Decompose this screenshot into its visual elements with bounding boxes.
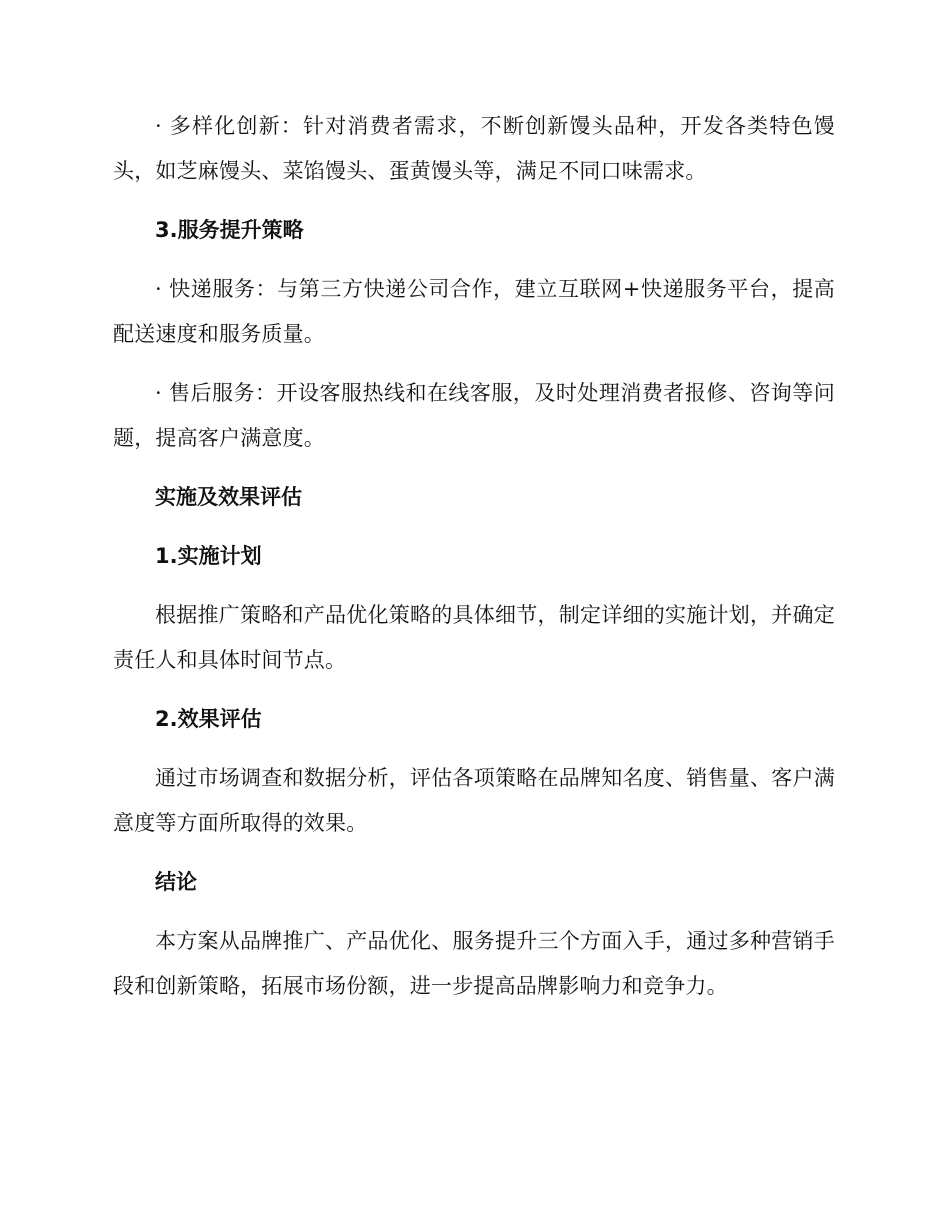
document-body: [113, 104, 835, 1023]
paragraph-implementation-plan: 根据推广策略和产品优化策略的具体细节，制定详细的实施计划，并确定责任人和具体时间节点。: [113, 603, 835, 672]
paragraph-effect-evaluation: 通过市场调查和数据分析，评估各项策略在品牌知名度、销售量、客户满意度等方面所取得的效果。: [113, 766, 835, 835]
heading-effect-evaluation: 2.效果评估: [155, 707, 262, 731]
paragraph-express-service: · 快递服务：与第三方快递公司合作，建立互联网+快递服务平台，提高配送速度和服务质量。: [113, 277, 835, 346]
paragraph-after-sales-service: · 售后服务：开设客服热线和在线客服，及时处理消费者报修、咨询等问题，提高客户满意度。: [113, 381, 835, 450]
heading-conclusion: 结论: [155, 870, 197, 894]
paragraph-diversified-innovation: · 多样化创新：针对消费者需求，不断创新馒头品种，开发各类特色馒头，如芝麻馒头、菜馅馒头、蛋黄馒头等，满足不同口味需求。: [113, 114, 835, 183]
heading-implementation-plan: 1.实施计划: [155, 544, 262, 568]
heading-implementation-and-evaluation: 实施及效果评估: [155, 485, 302, 509]
paragraph-conclusion: 本方案从品牌推广、产品优化、服务提升三个方面入手，通过多种营销手段和创新策略，拓展市场份额，进一步提高品牌影响力和竞争力。: [113, 929, 835, 998]
heading-service-improvement-strategy: 3.服务提升策略: [155, 218, 304, 242]
